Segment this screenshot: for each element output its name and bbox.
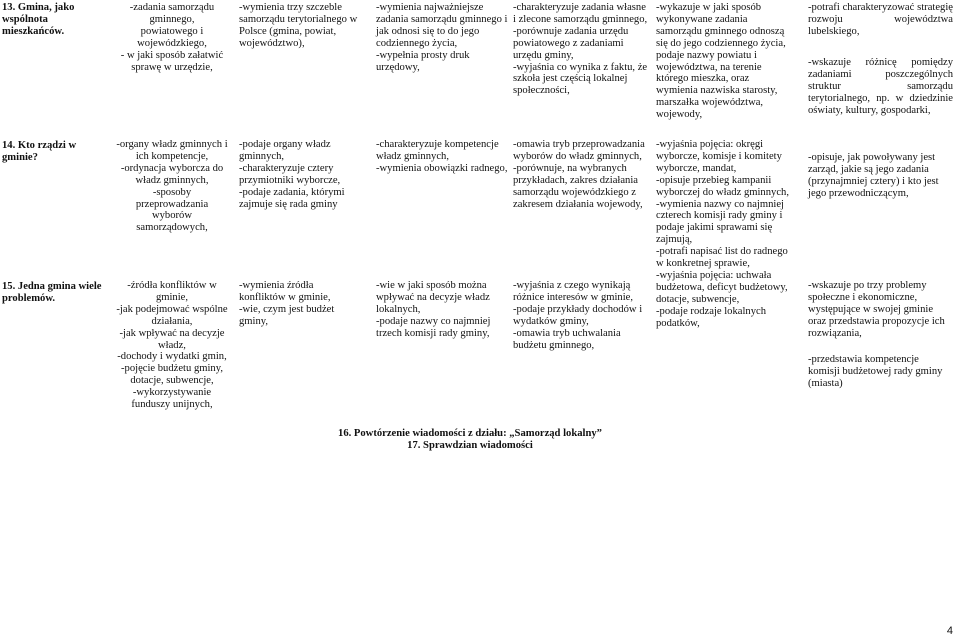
content-14: -organy władz gminnych i ich kompetencje, -ordynacja wyborcza do władz gminnych, -sposoby przeprowadzania wyborów samorządowych, bbox=[116, 139, 228, 234]
page-number: 4 bbox=[946, 625, 953, 638]
grade2-14: -podaje organy władz gminnych, -charakteryzuje cztery przymiotniki wyborcze, -podaje zadania, którymi zajmuje się rada gminy bbox=[239, 139, 345, 210]
grade3-13: -wymienia najważniejsze zadania samorządu gminnego i jak odnosi się to do jego codziennego życia, -wypełnia prosty druk urzędowy, bbox=[376, 2, 508, 73]
topic-13: 13. Gmina, jako wspólnota mieszkańców. bbox=[2, 2, 75, 37]
content-13: -zadania samorządu gminnego, powiatowego i wojewódzkiego, - w jaki sposób załatwić sprawę w urzędzie, bbox=[120, 2, 224, 73]
grade6-14: -opisuje, jak powoływany jest zarząd, jakie są jego zadania (przynajmniej cztery) i kto jest jego przewodniczącym, bbox=[808, 152, 939, 199]
footer-test-lesson: 17. Sprawdzian wiadomości bbox=[407, 440, 533, 451]
grade5-14-15: -wyjaśnia pojęcia: okręgi wyborcze, komisje i komitety wyborcze, mandat, -opisuje przebieg kampanii wyborczej do władz gminnych, -wymienia nazwy co najmniej czterech komisji rady gminy i podaje jakimi sprawami się zajmują, -potrafi napisać list do radnego w konkretnej sprawie, -wyjaśnia pojęcia: uchwała budżetowa, deficyt budżetowy, dotacje, subwencje, -podaje rodzaje lokalnych podatków, bbox=[656, 139, 789, 329]
grade2-13: -wymienia trzy szczeble samorządu terytorialnego w Polsce (gmina, powiat, województwo), bbox=[239, 2, 358, 49]
grade3-15: -wie w jaki sposób można wpływać na decyzje władz lokalnych, -podaje nazwy co najmniej trzech komisji rady gminy, bbox=[376, 280, 491, 339]
content-15: -źródła konfliktów w gminie, -jak podejmować wspólne działania, -jak wpływać na decyzje władz, -dochody i wydatki gmin, -pojęcie budżetu gminy, dotacje, subwencje, -wykorzystywanie funduszy unijnych, bbox=[116, 280, 228, 411]
grade2-15: -wymienia źródła konfliktów w gminie, -wie, czym jest budżet gminy, bbox=[239, 280, 335, 327]
grade4-14: -omawia tryb przeprowadzania wyborów do władz gminnych, -porównuje, na wybranych przykładach, zakres działania samorządu wojewódzkiego z zakresem działania wojewody, bbox=[513, 139, 645, 210]
grade4-13: -charakteryzuje zadania własne i zlecone samorządu gminnego, -porównuje zadania urzędu powiatowego z zadaniami urzędu gminy, -wyjaśnia co wynika z faktu, że szkoła jest częścią lokalnej społeczności, bbox=[513, 2, 648, 97]
topic-15: 15. Jedna gmina wiele problemów. bbox=[2, 281, 102, 304]
grade6-15b: -przedstawia kompetencje komisji budżetowej rady gminy (miasta) bbox=[808, 354, 943, 389]
grade4-15: -wyjaśnia z czego wynikają różnice interesów w gminie, -podaje przykłady dochodów i wydatków gminy, -omawia tryb uchwalania budżetu gminnego, bbox=[513, 280, 643, 351]
grade3-14: -charakteryzuje kompetencje władz gminnych, -wymienia obowiązki radnego, bbox=[376, 139, 508, 174]
topic-14: 14. Kto rządzi w gminie? bbox=[2, 140, 77, 163]
grade6-15: -wskazuje po trzy problemy społeczne i ekonomiczne, występujące w swojej gminie oraz przedstawia propozycje ich rozwiązania, bbox=[808, 280, 945, 339]
grade6-13: -potrafi charakteryzować strategię rozwoju województwa lubelskiego, bbox=[808, 2, 953, 37]
grade5-13: -wykazuje w jaki sposób wykonywane zadania samorządu gminnego odnoszą się do jego codziennego życia, podaje nazwy powiatu i województwa, na terenie którego mieszka, oraz wymienia nazwiska starosty, marszałka województwa, wojewody, bbox=[656, 2, 786, 121]
grade6-13b: -wskazuje różnicę pomiędzy zadaniami poszczególnych struktur samorządu terytorialnego, np. w dziedzinie oświaty, kultury, gospodarki, bbox=[808, 57, 953, 116]
footer-repetition-lesson: 16. Powtórzenie wiadomości z działu: „Samorząd lokalny” bbox=[338, 428, 602, 439]
